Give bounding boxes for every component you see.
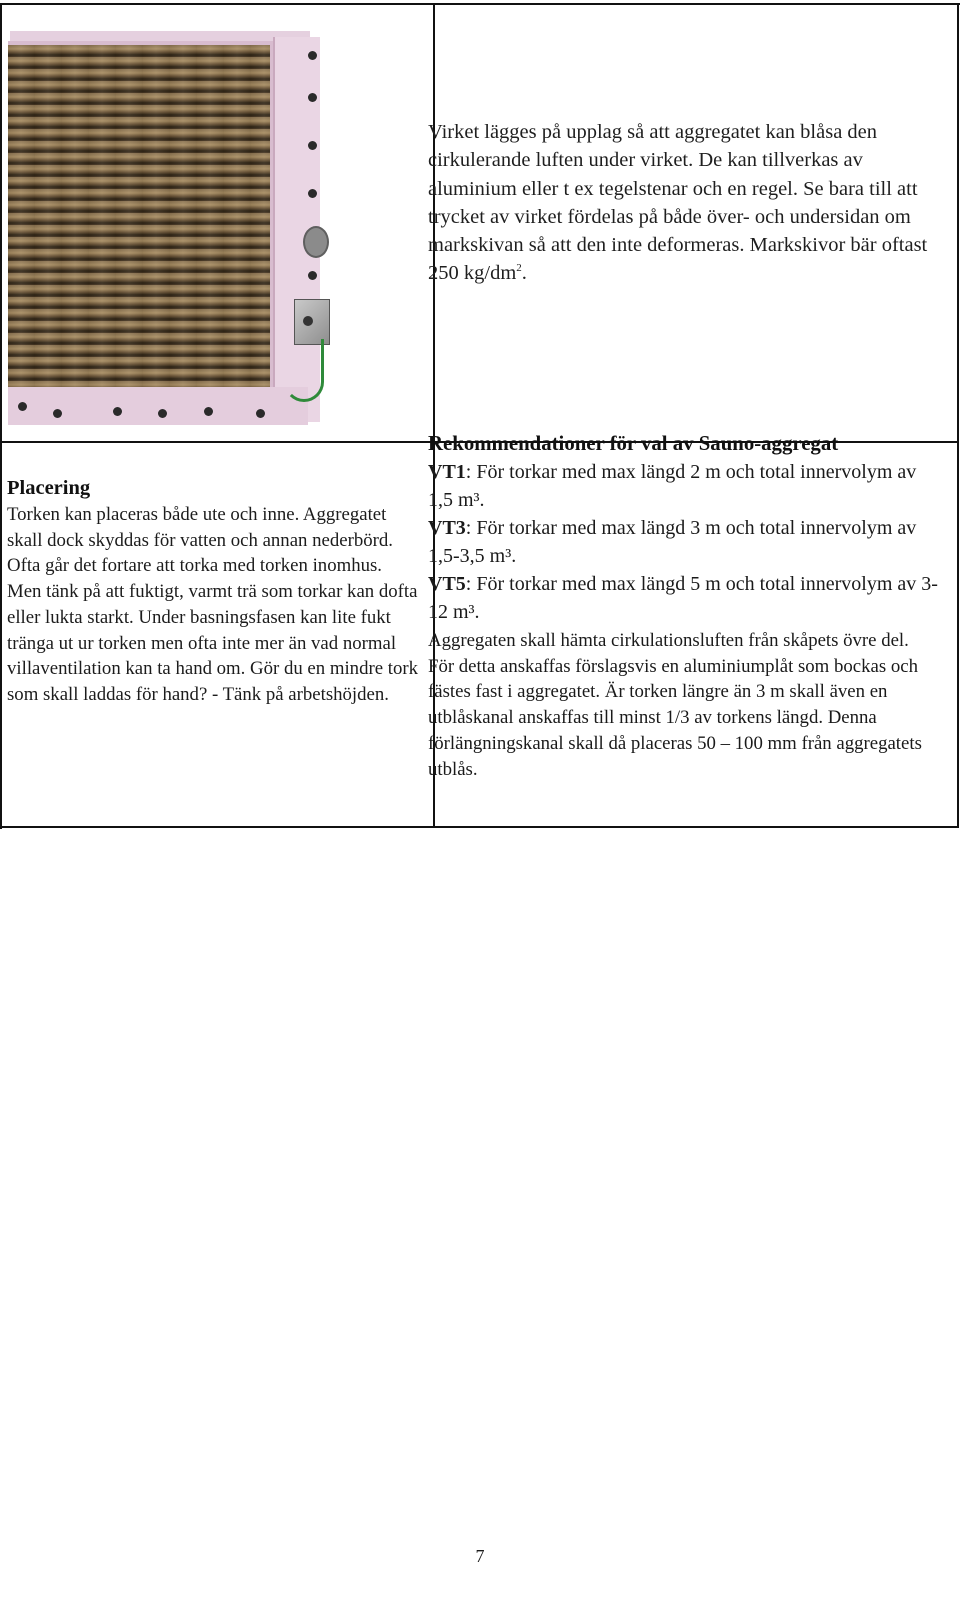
recommendation-vt1: VT1: För torkar med max längd 2 m och total innervolym av 1,5 m³. — [428, 461, 917, 511]
page-number: 7 — [475, 1546, 485, 1566]
recommendation-vt3: VT3: För torkar med max längd 3 m och total innervolym av 1,5-3,5 m³. — [428, 517, 917, 567]
air-port — [303, 226, 329, 258]
placement-heading: Placering — [7, 477, 91, 499]
stacked-boards — [8, 45, 270, 401]
support-paragraph: Virket lägges på upplag så att aggregatet kan blåsa den cirkulerande luften under virket. De kan tillverkas av aluminium eller t ex tegelstenar och en regel. Se bara till att trycket av virket fördelas på både över- och undersidan om markskivan så att den inte deformeras. Markskivor bär oftast 250 $kg/dm^2$. — [428, 121, 928, 285]
photo-cell — [2, 5, 435, 443]
superscript: 2 — [516, 262, 522, 275]
recommendations-section — [428, 430, 938, 782]
cable — [284, 339, 324, 402]
placement-body: Torken kan placeras både ute och inne. Aggregatet skall dock skyddas för vatten och annan nederbörd. Ofta går det fortare att torka med torken inomhus. Men tänk på att fuktigt, varmt trä som torkar kan dofta eller lukta starkt. Under basningsfasen kan lite fukt tränga ut ur torken men ofta inte mer än vad normal villaventilation kan ta hand om. Gör du en mindre tork som skall laddas för hand? - Tänk på arbetshöjden. — [7, 504, 419, 705]
drying-cabinet-image — [8, 31, 320, 431]
placement-section — [7, 474, 419, 708]
recommendation-vt5: VT5: För torkar med max längd 5 m och total innervolym av 3-12 m³. — [428, 573, 938, 623]
recommendations-body: Aggregaten skall hämta cirkulationsluften från skåpets övre del. För detta anskaffas förslagsvis en aluminiumplåt som bockas och fästes fast i aggregatet. Är torken längre än 3 m skall även en utblåskanal anskaffas till minst 1/3 av torkens längd. Denna förlängningskanal skall då placeras 50 – 100 mm från aggregatets utblås. — [428, 630, 922, 780]
recommendations-title: Rekommendationer för val av Sauno-aggregat — [428, 432, 839, 455]
